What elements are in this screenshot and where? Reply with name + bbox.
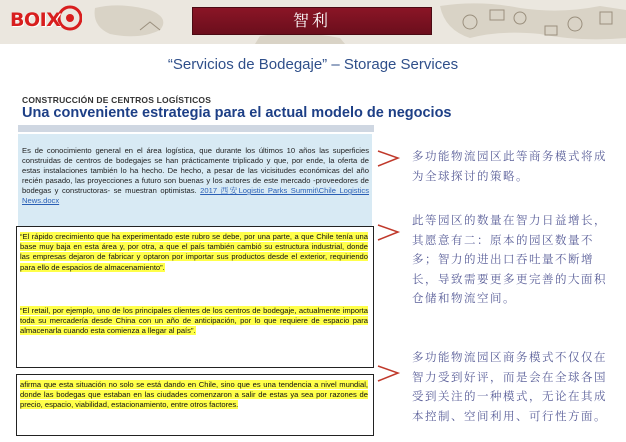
boix-logo xyxy=(4,3,82,35)
header-band xyxy=(0,0,626,44)
chinese-note-1: 多功能物流园区此等商务模式将成为全球探讨的策略。 xyxy=(412,149,607,183)
slide-subtitle: “Servicios de Bodegaje” – Storage Services xyxy=(167,56,459,73)
article-headline: Una conveniente estrategia para el actual modelo de negocios xyxy=(22,105,452,121)
article-paragraph-4 xyxy=(20,380,368,411)
paragraph-3-text: “El retail, por ejemplo, uno de los principales clientes de los centros de bodegaje, actualmente importa toda su mercadería desde China con un año de anticipación, por lo que requiere de espacio para almacenarla cuando esta comienza a llegar al país”. xyxy=(20,306,368,336)
page-title: 智利 xyxy=(192,7,432,35)
arrow-icon xyxy=(378,151,398,166)
article-paragraph-2 xyxy=(20,232,368,273)
chinese-note-2: 此等园区的数量在智力日益增长，其愿意有二：原本的园区数量不多；智力的进出口吞吐量不断增长，导致需要更多更完善的大面积仓储和物流空间。 xyxy=(412,213,607,305)
logo-text: BOIX xyxy=(10,9,61,31)
article-paragraph-3 xyxy=(20,306,368,337)
chinese-note-3: 多功能物流园区商务模式不仅仅在智力受到好评，而是会在全球各国受到关注的一种模式，无论在其成本控制、空间利用、可行性方面。 xyxy=(412,350,607,423)
arrow-icon xyxy=(378,225,398,240)
arrow-icon xyxy=(378,366,398,381)
divider xyxy=(18,125,374,132)
source-document-link[interactable]: 2017 西安Logistic Parks Summit\Chile Logistics News.docx xyxy=(22,186,369,205)
article-paragraph-1 xyxy=(18,134,372,226)
paragraph-1-text: Es de conocimiento general en el área logística, que durante los últimos 10 años las superficies construidas de centros de bodegajes se han prácticamente triplicado y que, por ende, la oferta de estas instalaciones también lo ha hecho. De hecho, a pesar de las vicisitudes económicas del año recién pasado, las proyecciones a futuro son buenas y los actores de este mercado -proveedores de bodegas y constructoras- se muestran optimistas. xyxy=(22,146,369,195)
paragraph-4-text: afirma que esta situación no solo se está dando en Chile, sino que es una tendencia a nivel mundial, donde las bodegas que estaban en las ciudades comenzaron a salir de estas ya sea por razones de precio, espacio, viabilidad, estacionamiento, entre otros factores. xyxy=(20,380,368,410)
paragraph-2-text: “El rápido crecimiento que ha experimentado este rubro se debe, por una parte, a que Chile tenía una base muy baja en esta área y, por otra, a que el país también cambió su estructura industrial, donde las empresas dejaron de fabricar y optaron por importar sus productos desde el exterior, requiriendo para ello de espacios de almacenamiento”. xyxy=(20,232,368,272)
section-label: CONSTRUCCIÓN DE CENTROS LOGÍSTICOS xyxy=(22,95,212,105)
